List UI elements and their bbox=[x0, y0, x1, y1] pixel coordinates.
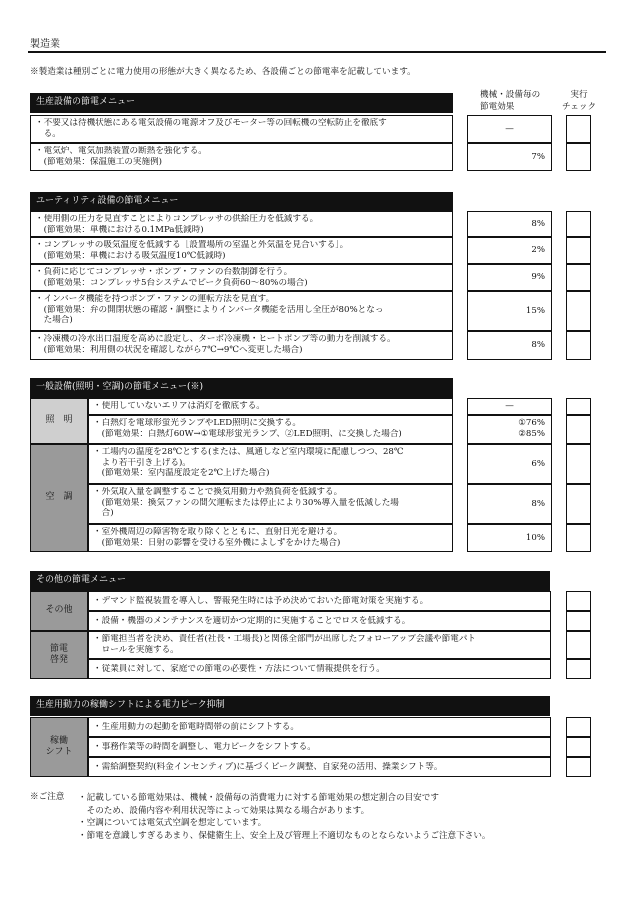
category-misc: その他 bbox=[30, 591, 88, 631]
menu-item: ・使用していないエリアは消灯を徹底する。 bbox=[88, 398, 453, 415]
menu-item: ・冷凍機の冷水出口温度を高めに設定し、ターボ冷凍機・ヒートポンプ等の動力を削減する。 (節電効果：利用側の状況を確認しながら7℃→9℃へ変更した場合) bbox=[30, 331, 453, 360]
menu-item: ・デマンド監視装置を導入し、警報発生時には予め決めておいた節電対策を実施する。 bbox=[88, 591, 551, 611]
effect-value: 8% bbox=[467, 211, 552, 237]
category-awareness: 節電 啓発 bbox=[30, 631, 88, 679]
check-box[interactable] bbox=[566, 331, 591, 360]
effect-value: 8% bbox=[467, 484, 552, 524]
menu-item: ・設備・機器のメンテナンスを適切かつ定期的に実施することでロスを低減する。 bbox=[88, 611, 551, 631]
effect-value: ①76% ②85% bbox=[467, 415, 552, 444]
check-box[interactable] bbox=[566, 484, 591, 524]
menu-item: ・インバータ機能を持つポンプ・ファンの運転方法を見直す。 (節電効果：弁の開閉状態の確認・調整によりインバータ機能を活用し全圧が80%となっ た場合) bbox=[30, 291, 453, 331]
check-box[interactable] bbox=[566, 611, 591, 631]
effect-value: 8% bbox=[467, 331, 552, 360]
effect-value: — bbox=[467, 398, 552, 415]
effect-value: — bbox=[467, 115, 552, 143]
check-column-header: 実行 チェック bbox=[561, 90, 597, 112]
menu-item: ・白熱灯を電球形蛍光ランプやLED照明に交換する。 (節電効果：白熱灯60W→①電球形蛍光ランプ、②LED照明、に交換した場合) bbox=[88, 415, 453, 444]
category-lighting: 照 明 bbox=[30, 398, 88, 444]
check-box[interactable] bbox=[566, 659, 591, 679]
check-box[interactable] bbox=[566, 415, 591, 444]
menu-item: ・不要又は待機状態にある電気設備の電源オフ及びモーター等の回転機の空転防止を徹底す る。 bbox=[30, 115, 453, 143]
menu-item: ・事務作業等の時間を調整し、電力ピークをシフトする。 bbox=[88, 737, 551, 757]
menu-item: ・外気取入量を調整することで換気用動力や熱負荷を低減する。 (節電効果：換気ファンの間欠運転または停止により30%導入量を低減した場 合) bbox=[88, 484, 453, 524]
check-box[interactable] bbox=[566, 631, 591, 659]
effect-column-header: 機械・設備毎の 節電効果 bbox=[480, 90, 541, 112]
check-box[interactable] bbox=[566, 143, 591, 171]
check-box[interactable] bbox=[566, 237, 591, 264]
intro-text: ※製造業は種別ごとに電力使用の形態が大きく異なるため、各設備ごとの節電率を記載しています。 bbox=[30, 67, 416, 77]
page-title: 製造業 bbox=[30, 39, 60, 50]
check-box[interactable] bbox=[566, 398, 591, 415]
title-divider bbox=[28, 51, 606, 53]
menu-item: ・工場内の温度を28℃とする(または、風通しなど室内環境に配慮しつつ、28℃ より若干引き上げる)。 (節電効果：室内温度設定を2℃上げた場合) bbox=[88, 444, 453, 484]
check-box[interactable] bbox=[566, 591, 591, 611]
menu-item: ・従業員に対して、家庭での節電の必要性・方法について情報提供を行う。 bbox=[88, 659, 551, 679]
section-header-utility: ユーティリティ設備の節電メニュー bbox=[30, 192, 453, 212]
effect-value: 2% bbox=[467, 237, 552, 264]
menu-item: ・コンプレッサの吸気温度を低減する［設置場所の室温と外気温を見合いする］。 (節電効果：単機における吸気温度10℃低減時) bbox=[30, 237, 453, 264]
check-box[interactable] bbox=[566, 757, 591, 777]
check-box[interactable] bbox=[566, 717, 591, 737]
section-header-other: その他の節電メニュー bbox=[30, 571, 550, 591]
check-box[interactable] bbox=[566, 211, 591, 237]
menu-item: ・生産用動力の起動を節電時間帯の前にシフトする。 bbox=[88, 717, 551, 737]
section-header-peak: 生産用動力の稼働シフトによる電力ピーク抑制 bbox=[30, 696, 550, 716]
check-box[interactable] bbox=[566, 524, 591, 552]
effect-value: 9% bbox=[467, 264, 552, 291]
notes-text: ・記載している節電効果は、機械・設備毎の消費電力に対する節電効果の想定割合の目安です そのため、設備内容や利用状況等によって効果は異なる場合があります。 ・空調については電気式空調を想定しています。 ・節電を意識しすぎるあまり、保健衛生上、安全上及び管理上不適切なものとならないようご注意下さい。 bbox=[78, 793, 491, 841]
section-header-general: 一般設備(照明・空調)の節電メニュー(※) bbox=[30, 378, 453, 398]
menu-item: ・使用側の圧力を見直すことによりコンプレッサの供給圧力を低減する。 (節電効果：単機における0.1MPa低減時) bbox=[30, 211, 453, 237]
effect-value: 7% bbox=[467, 143, 552, 171]
check-box[interactable] bbox=[566, 444, 591, 484]
effect-value: 6% bbox=[467, 444, 552, 484]
section-header-production: 生産設備の節電メニュー bbox=[30, 93, 453, 113]
effect-value: 15% bbox=[467, 291, 552, 331]
category-shift: 稼働 シフト bbox=[30, 717, 88, 777]
effect-value: 10% bbox=[467, 524, 552, 552]
category-aircon: 空 調 bbox=[30, 444, 88, 552]
menu-item: ・電気炉、電気加熱装置の断熱を強化する。 (節電効果：保温施工の実施例) bbox=[30, 143, 453, 171]
menu-item: ・室外機周辺の障害物を取り除くとともに、直射日光を避ける。 (節電効果：日射の影響を受ける室外機によしずをかけた場合) bbox=[88, 524, 453, 552]
menu-item: ・節電担当者を決め、責任者(社長・工場長)と関係全部門が出席したフォローアップ会議や節電パト ロールを実施する。 bbox=[88, 631, 551, 659]
check-box[interactable] bbox=[566, 115, 591, 143]
menu-item: ・負荷に応じてコンプレッサ・ポンプ・ファンの台数制御を行う。 (節電効果：コンプレッサ5台システムでピーク負荷60～80%の場合) bbox=[30, 264, 453, 291]
menu-item: ・需給調整契約(料金インセンティブ)に基づくピーク調整、自家発の活用、操業シフト等。 bbox=[88, 757, 551, 777]
check-box[interactable] bbox=[566, 737, 591, 757]
check-box[interactable] bbox=[566, 291, 591, 331]
notes-label: ※ご注意 bbox=[30, 792, 65, 802]
check-box[interactable] bbox=[566, 264, 591, 291]
